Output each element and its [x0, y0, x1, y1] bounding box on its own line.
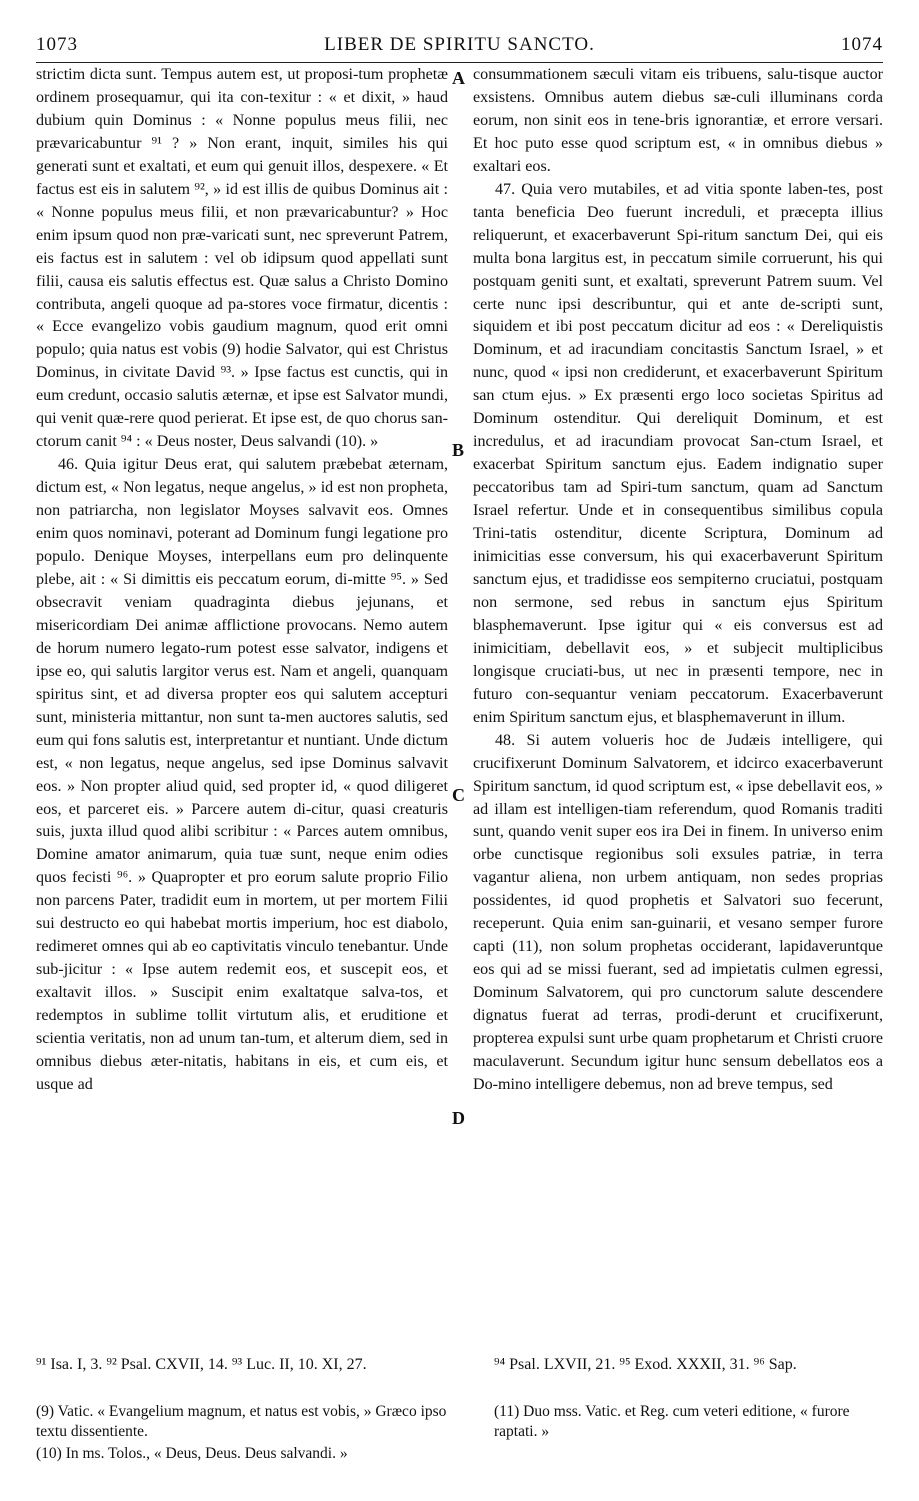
footnotes-left [36, 1402, 458, 1466]
margin-marker-d: D [452, 1108, 465, 1128]
scripture-references-right: ⁹⁴ Psal. LXVII, 21. ⁹⁵ Exod. XXXII, 31. ⁹⁶ Sap. [494, 1356, 797, 1373]
page-header [36, 34, 883, 63]
footnotes-right [494, 1402, 886, 1444]
paragraph-46: 46. Quia igitur Deus erat, qui salutem præbebat æternam, dictum est, « Non legatus, neque angelus, » id est non propheta, non patriarcha, non legislator Moyses salvavit eos. Omnes enim quos nominavi, poterant ad Dominum fungi legatione pro populo. Denique Moyses, interpellans eum pro delinquente plebe, ait : « Si dimittis eis peccatum eorum, di-mitte ⁹⁵. » Sed obsecravit veniam quadraginta diebus jejunans, et misericordiam Dei animæ afflictione provocans. Nemo autem de horum numero legato-rum potest esse salvator, indigens et ipse eo, qui salutis largitor verus est. Nam et angeli, quanquam spiritus sint, et ad diversa propter eos qui salutem accepturi sunt, ministeria mittantur, non sunt ta-men auctores salutis, sed eum qui fons salutis est, interpretantur et nuntiant. Unde dictum est, « non legatus, neque angelus, sed ipse Dominus salvavit eos. » Non propter aliud quid, sed propter id, « quod diligeret eos, et parceret eis. » Parcere autem di-citur, quasi creaturis suis, juxta illud quod alibi scribitur : « Parces autem omnibus, Domine amator animarum, quia tuæ sunt, neque enim odies quos fecisti ⁹⁶. » Quapropter et pro eorum salute proprio Filio non parcens Pater, tradidit eum in mortem, ut per mortem Filii sui destructo eo qui habebat mortis imperium, hoc est diabolo, redimeret omnes qui ab eo captivitatis vinculo tenebantur. Unde sub-jicitur : « Ipse autem redemit eos, et suscepit eos, et exaltavit illos. » Suscipit enim exaltatque salva-tos, et redemptos in sublime tollit virtutum alis, et eruditione et scientia veritatis, non ad unum tan-tum, et alterum diem, sed in omnibus diebus æter-nitatis, habitans in eis, et cum eis, et usque ad [36, 456, 448, 1093]
page-number-left: 1073 [36, 34, 78, 55]
margin-marker-a: A [452, 68, 465, 88]
footnote-11: (11) Duo mss. Vatic. et Reg. cum veteri editione, « furore raptati. » [494, 1403, 850, 1440]
scripture-references-left: ⁹¹ Isa. I, 3. ⁹² Psal. CXVII, 14. ⁹³ Luc. II, 10. XI, 27. [36, 1356, 367, 1373]
paragraph-45-end: strictim dicta sunt. Tempus autem est, ut proposi-tum prophetæ ordinem prosequamur, qui ita con-texitur : « et dixit, » haud dubium quin Dominus : « Nonne populus meus filii, nec prævaricabuntur ⁹¹ ? » Non erant, inquit, similes his qui generati sunt et exaltati, et eum qui genuit illos, despexere. « Et factus est eis in salutem ⁹², » id est illis de quibus Dominus ait : « Nonne populus meus filii, et non prævaricabuntur? » Hoc enim ipsum quod non præ-varicati sunt, nec spreverunt Patrem, eis factus est in salutem : vel ob idipsum quod appellati sunt filii, causa eis salutis effectus est. Quæ salus a Christo Domino contributa, angeli quoque ad pa-stores voce firmatur, dicentis : « Ecce evangelizo vobis gaudium magnum, quod erit omni populo; quia natus est vobis (9) hodie Salvator, qui est Christus Dominus, in civitate David ⁹³. » Ipse factus est cunctis, qui in eum credunt, occasio salutis æternæ, et ipse est Salvator mundi, qui venit quæ-rere quod perierat. Et ipse est, de quo chorus san-ctorum canit ⁹⁴ : « Deus noster, Deus salvandi (10). » [36, 66, 448, 451]
margin-marker-c: C [452, 785, 465, 805]
margin-marker-b: B [452, 440, 465, 460]
page-number-right: 1074 [841, 34, 883, 55]
footnote-9: (9) Vatic. « Evangelium magnum, et natus est vobis, » Græco ipso textu dissentiente. [36, 1403, 447, 1440]
paragraph-47: 47. Quia vero mutabiles, et ad vitia sponte laben-tes, post tanta beneficia Deo fuerunt increduli, et præcepta illius reliquerunt, et exacerbaverunt Spi-ritum sanctum Dei, qui eis multa bona largitus est, in peccatum simile corruerunt, his qui postquam geniti sunt, et exaltati, spreverunt Patrem suum. Vel certe nunc ipsi describuntur, qui et ante de-scripti sunt, siquidem et ibi post peccatum dicitur ad eos : « Dereliquistis Dominum, et ad iracundiam concitastis Sanctum Israel, » et nunc, quod « ipsi non crediderunt, et exacerbaverunt Spiritum san ctum ejus. » Ex præsenti ergo loco societas Spiritus ad Dominum ostenditur. Qui dereliquit Dominum, et est incredulus, et ad iracundiam provocat San-ctum Israel, et exacerbat Spiritum sanctum ejus. Eadem indignatio super peccatoribus tam ad Spiri-tum sanctum, quam ad Sanctum Israel refertur. Unde et in consequentibus similibus copula Trini-tatis ostenditur, dicente Scriptura, Dominum ad inimicitias esse conversum, his qui exacerbaverunt Spiritum sanctum ejus, et tradidisse eos sempiterno cruciatui, postquam non sermone, sed rebus in sanctum ejus Spiritum blasphemaverunt. Ipse igitur qui « eis conversus est ad inimicitiam, debellavit eos, » et subjecit multiplicibus longisque cruciati-bus, ut nec in præsenti tempore, nec in futuro con-sequantur veniam peccatorum. Exacerbaverunt enim Spiritum sanctum ejus, et blasphemaverunt in illum. [473, 180, 883, 726]
right-column [473, 64, 883, 1097]
left-column [36, 64, 448, 1097]
footnote-10: (10) In ms. Tolos., « Deus, Deus. Deus salvandi. » [36, 1445, 348, 1462]
paragraph-46-end: consummationem sæculi vitam eis tribuens, salu-tisque auctor exsistens. Omnibus autem diebus sæ-culi illuminans corda eorum, non sinit eos in tene-bris ignorantiæ, et errore versari. Et hoc puto esse quod scriptum est, « in omnibus diebus » exaltari eos. [473, 66, 883, 175]
running-title: LIBER DE SPIRITU SANCTO. [324, 34, 595, 55]
paragraph-48: 48. Si autem volueris hoc de Judæis intelligere, qui crucifixerunt Dominum Salvatorem, et idcirco exacerbaverunt Spiritum sanctum, id quod scriptum est, « ipse debellavit eos, » ad illam est intelligen-tiam referendum, quod Romanis traditi sunt, quando venit super eos ira Dei in finem. In universo enim orbe cunctisque regionibus soli exsules patriæ, in terra vagantur aliena, non urbem antiquam, non sedes proprias possidentes, id quod prophetis et Salvatori suo fecerunt, receperunt. Quia enim san-guinarii, et vesano semper furore capti (11), non solum prophetas occiderant, lapidaveruntque eos qui ad se missi fuerant, sed ad impietatis culmen egressi, Dominum Salvatorem, qui pro cunctorum salute descendere dignatus fuerat ad terras, prodi-derunt et crucifixerunt, propterea expulsi sunt urbe quam prophetarum et Christi cruore maculaverunt. Secundum igitur hunc sensum debellatos eos a Do-mino intelligere debemus, non ad breve tempus, sed [473, 731, 883, 1093]
